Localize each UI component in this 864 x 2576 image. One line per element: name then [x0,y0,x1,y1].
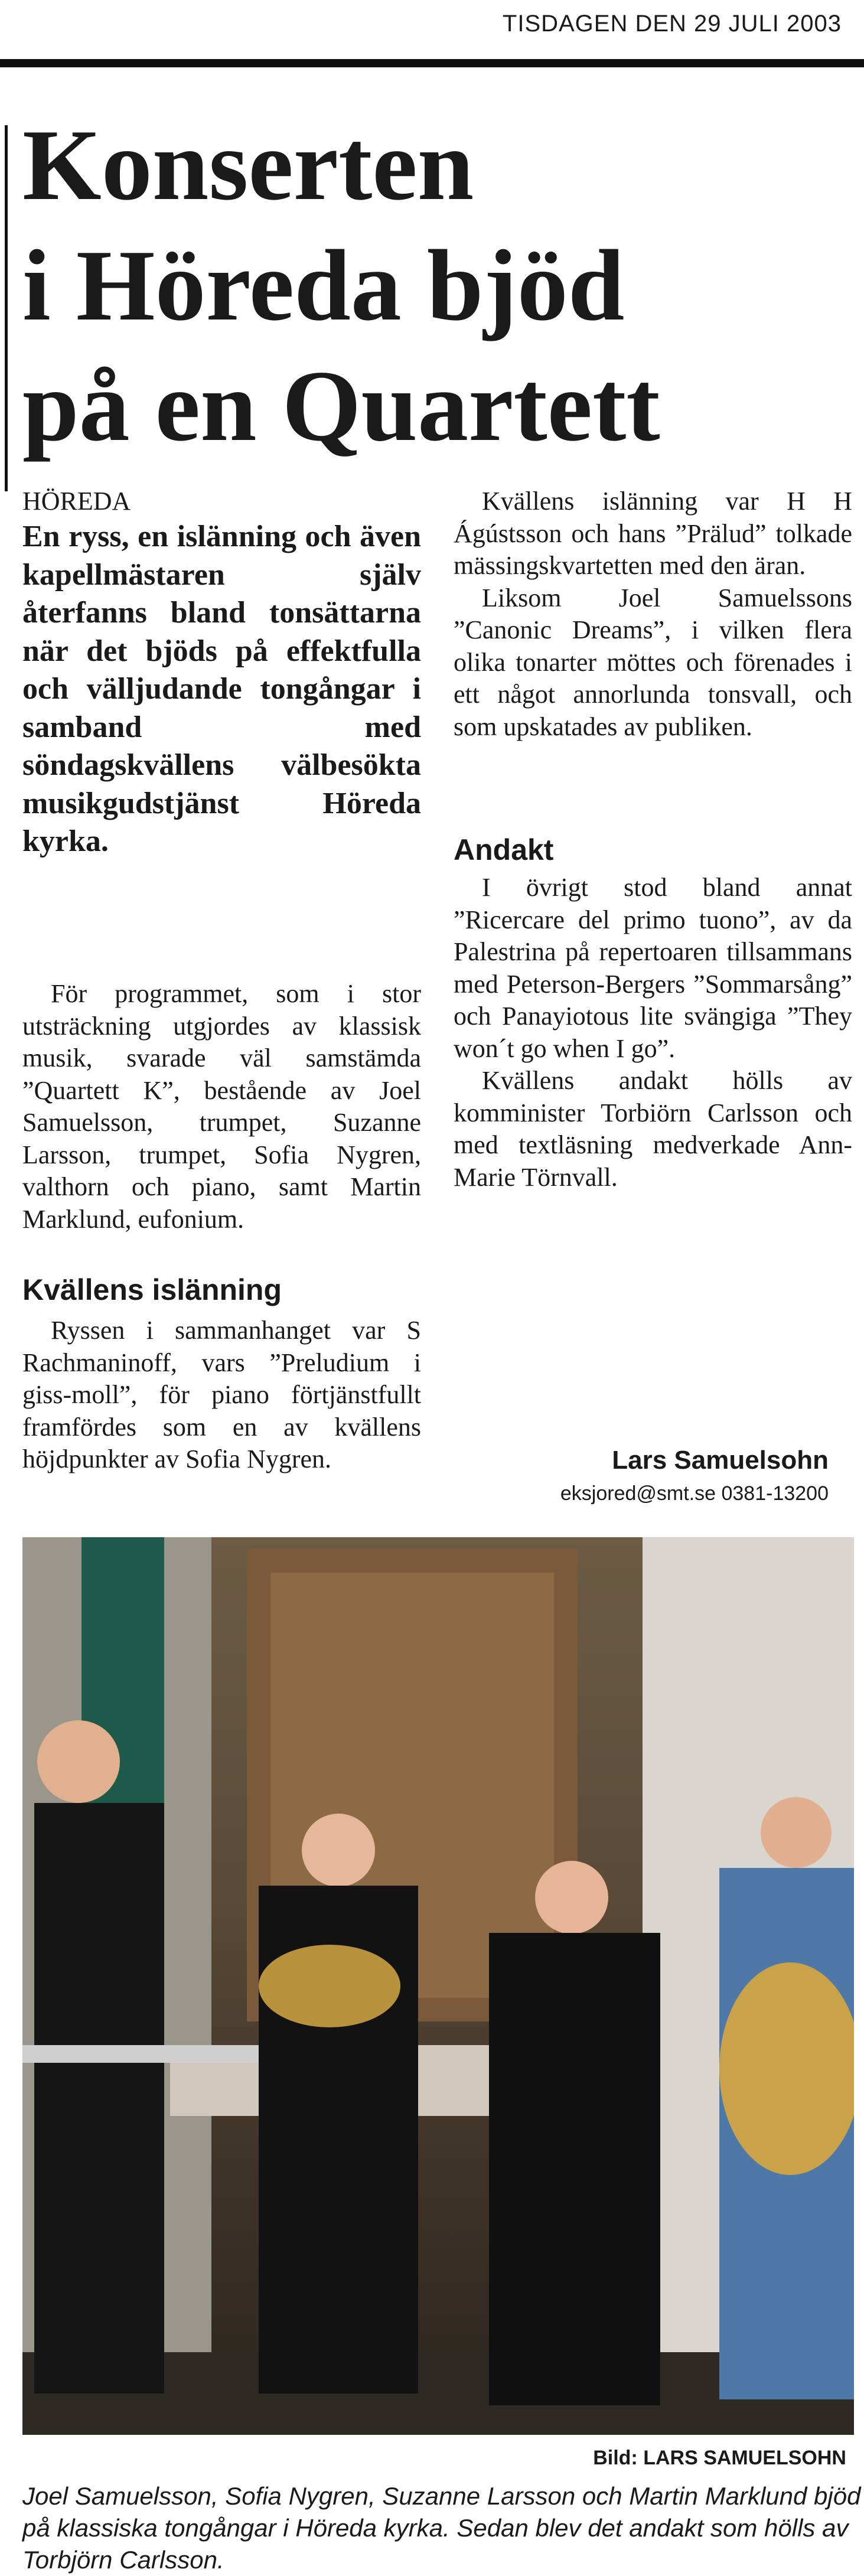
photo-credit: Bild: LARS SAMUELSOHN [593,2447,846,2469]
headline-line-1: Konserten [22,109,474,221]
top-rule [0,59,864,67]
left-column [22,978,421,1235]
photo-caption: Joel Samuelsson, Sofia Nygren, Suzanne Larsson och Martin Marklund bjöd på klassiska tongångar i Höreda kyrka. Sedan blev det andakt som hölls av Torbjörn Carlsson. [22,2482,861,2574]
dateline: TISDAGEN DEN 29 JULI 2003 [502,11,842,37]
left-column-2 [22,1315,421,1476]
right-column-2 [454,872,852,1194]
byline-name: Lars Samuelsohn [612,1446,829,1475]
paragraph: Ryssen i sammanhanget var S Rachmaninoff, vars ”Preludium i giss-moll”, för piano förtjänstfullt framfördes som en av kvällens höjdpunkter av Sofia Nygren. [22,1316,421,1473]
paragraph: För programmet, som i stor utsträckning utgjordes av klassisk musik, svarade väl samstämda ”Quartett K”, bestående av Joel Samuelsson, trumpet, Suzanne Larsson, trumpet, Sofia Nygren, valthorn och piano, samt Martin Marklund, eufonium. [22,979,421,1234]
paragraph: Liksom Joel Samuelssons ”Canonic Dreams”, i vilken flera olika tonarter möttes och förenades i ett något annorlunda tonsvall, och som upskatades av publiken. [454,583,852,741]
headline-line-2: i Höreda bjöd [22,230,625,342]
headline [22,105,660,467]
paragraph: Kvällens islänning var H H Ágústsson och hans ”Präludˮ tolkade mässingskvartetten med den äran. [454,487,852,580]
subhead-andakt: Andakt [454,833,554,866]
subhead-islanning: Kvällens islänning [22,1273,282,1306]
dateline-place: HÖREDA [22,487,131,516]
right-column [454,485,852,743]
paragraph: Kvällens andakt hölls av komminister Torbiörn Carlsson och med textläsning medverkade Ann-Marie Törnvall. [454,1066,852,1192]
byline-contact: eksjored@smt.se 0381-13200 [560,1482,829,1505]
concert-photo [22,1537,854,2435]
paragraph: I övrigt stod bland annat ”Ricercare del primo tuono”, av da Palestrina på repertoaren tillsammans med Peterson-Bergers ”Sommarsång” och Panayiotous lite svängiga ”They won´t go when I go”. [454,873,852,1063]
lead-paragraph: En ryss, en islänning och även kapellmästaren själv återfanns bland tonsättarna när det bjöds på effektfulla och välljudande tongångar i samband med söndagskvällens välbesökta musikgudstjänst Höreda kyrka. [22,520,421,858]
photo-illustration [22,1537,854,2435]
headline-line-3: på en Quartett [22,350,660,462]
headline-bar [5,125,8,491]
